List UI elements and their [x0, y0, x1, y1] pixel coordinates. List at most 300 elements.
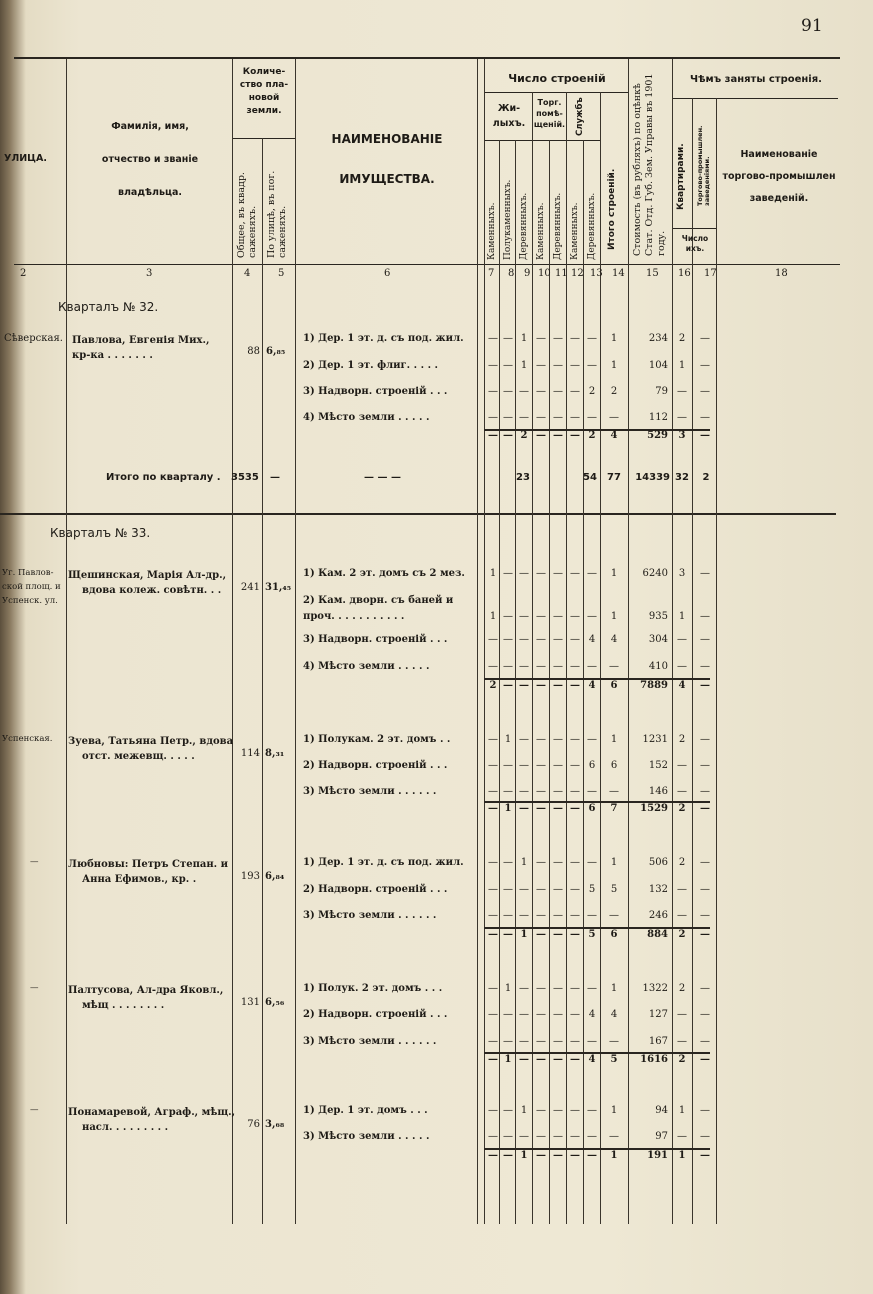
header-apartments: Квартирами. [676, 143, 686, 210]
building-count: — [536, 412, 546, 423]
trade-count: — [700, 412, 710, 423]
building-count: — [553, 910, 563, 921]
owner-name-line: мѣщ . . . . . . . . [82, 1000, 165, 1011]
header-trade-est: Торгово-промышлен. заведеніями. [696, 125, 712, 206]
building-count: — [553, 333, 563, 344]
header-sub-2: Полукаменныхъ. [503, 179, 513, 260]
building-count: — [587, 360, 597, 371]
building-count: — [570, 884, 580, 895]
land-area: 131 [240, 997, 260, 1008]
building-count: — [488, 760, 498, 771]
building-count: — [553, 430, 563, 441]
apartments-count: — [677, 634, 687, 645]
building-count: — [536, 760, 546, 771]
cost-value: 79 [655, 386, 668, 397]
building-count: — [488, 1131, 498, 1142]
column-number: 18 [775, 268, 788, 279]
cost-value: 304 [648, 634, 668, 645]
building-count: — [503, 386, 513, 397]
building-count: — [536, 430, 546, 441]
column-number: 7 [488, 268, 495, 279]
property-item: 4) Мѣсто земли . . . . . [303, 412, 430, 423]
building-count: — [587, 857, 597, 868]
building-count: — [536, 1150, 546, 1161]
building-count: — [519, 910, 529, 921]
land-area: 76 [247, 1119, 260, 1130]
building-count: — [570, 430, 580, 441]
building-count: — [503, 412, 513, 423]
building-count: — [503, 680, 513, 691]
building-count: 4 [588, 1054, 596, 1065]
building-count: 1 [520, 929, 528, 940]
building-count: — [536, 983, 546, 994]
building-count: 4 [610, 1009, 618, 1020]
building-count: — [536, 734, 546, 745]
column-number: 17 [704, 268, 717, 279]
header-occupancy: Чѣмъ заняты строенія. [690, 74, 822, 85]
header-cost: Стоимость (въ рубляхъ) по оцѣнкѣ Стат. Отд. Губ. Зем. Управы въ 1901 году. [632, 73, 667, 256]
building-count: — [553, 1131, 563, 1142]
building-count: — [553, 661, 563, 672]
trade-count: — [700, 734, 710, 745]
building-count: — [587, 412, 597, 423]
building-count: — [570, 1036, 580, 1047]
building-count: — [553, 1105, 563, 1116]
kvartal-32-title: Кварталъ № 32. [58, 300, 159, 314]
building-count: — [519, 1009, 529, 1020]
apartments-count: 2 [678, 929, 686, 940]
street-name: Успенск. ул. [2, 596, 58, 606]
header-land-front: По улицѣ, въ пог. саженяхъ. [266, 170, 289, 258]
land-front: 31,₄₅ [265, 582, 292, 593]
building-count: — [536, 803, 546, 814]
land-front: 6,₈₅ [266, 346, 286, 357]
land-area: 241 [240, 582, 260, 593]
building-count: — [503, 857, 513, 868]
cost-value: 167 [648, 1036, 668, 1047]
building-count: — [503, 1036, 513, 1047]
apartments-count: 2 [678, 734, 686, 745]
building-count: — [587, 1150, 597, 1161]
building-count: — [503, 661, 513, 672]
building-count: — [536, 929, 546, 940]
building-count: — [553, 1150, 563, 1161]
property-item: 3) Мѣсто земли . . . . . [303, 1131, 430, 1142]
property-item: 1) Дер. 1 эт. д. съ под. жил. [303, 333, 464, 344]
apartments-count: — [677, 661, 687, 672]
apartments-count: — [677, 884, 687, 895]
building-count: — [536, 857, 546, 868]
building-count: — [503, 568, 513, 579]
cost-value: 104 [648, 360, 668, 371]
property-item: 2) Надворн. строеній . . . [303, 884, 448, 895]
owner-name [68, 983, 223, 1013]
trade-count: — [700, 680, 710, 691]
building-count: — [503, 786, 513, 797]
header-top-rule [14, 57, 840, 59]
col-rule [549, 140, 550, 1224]
col-rule [477, 59, 478, 1224]
property-item: 3) Надворн. строеній . . . [303, 386, 448, 397]
building-count: 2 [489, 680, 497, 691]
trade-count: — [700, 611, 710, 622]
building-count: — [570, 360, 580, 371]
cost-value: 6240 [642, 568, 668, 579]
header-property-1: НАИМЕНОВАНІЕ [331, 132, 443, 146]
apartments-count: — [677, 786, 687, 797]
building-count: — [570, 760, 580, 771]
property-item: 3) Мѣсто земли . . . . . . [303, 786, 437, 797]
building-count: — [609, 1036, 619, 1047]
building-count: — [488, 1054, 498, 1065]
building-count: — [570, 568, 580, 579]
property-item: 4) Мѣсто земли . . . . . [303, 661, 430, 672]
building-count: 6 [610, 760, 618, 771]
building-count: — [503, 760, 513, 771]
apartments-count: — [677, 1009, 687, 1020]
apartments-count: — [677, 910, 687, 921]
building-count: 2 [588, 386, 596, 397]
building-count: — [570, 983, 580, 994]
header-count: Число ихъ. [681, 234, 709, 253]
street-name: — [30, 983, 39, 993]
trade-count: — [700, 333, 710, 344]
header-sub-5: Деревянныхъ. [553, 192, 563, 260]
building-count: 5 [610, 884, 618, 895]
col-rule [295, 59, 296, 1224]
building-count: 4 [610, 634, 618, 645]
building-count: — [587, 1131, 597, 1142]
building-count: 1 [610, 1150, 618, 1161]
col-rule [262, 138, 263, 1224]
building-count: 7 [610, 803, 618, 814]
apartments-count: 1 [678, 611, 686, 622]
land-area: 193 [240, 871, 260, 882]
building-count: — [609, 786, 619, 797]
building-count: — [488, 786, 498, 797]
header-enterprise-names: Наименованіе торгово-промышлен заведеній. [722, 149, 836, 204]
building-count: — [553, 634, 563, 645]
building-count: — [553, 412, 563, 423]
owner-name [68, 1105, 235, 1135]
cost-value: 1322 [642, 983, 668, 994]
owner-name: Павлова, Евгенія Мих., кр-ка . . . . . . . [72, 335, 210, 361]
owner-name-line: Анна Ефимов., кр. . [82, 874, 197, 885]
building-count: 6 [610, 680, 618, 691]
building-count: 1 [610, 360, 618, 371]
trade-count: — [700, 760, 710, 771]
column-number: 8 [508, 268, 515, 279]
owner-name [68, 857, 228, 887]
column-number: 12 [571, 268, 584, 279]
building-count: — [519, 386, 529, 397]
quarter-total-label: Итого по кварталу . [106, 472, 221, 483]
building-count: — [570, 929, 580, 940]
building-count: — [570, 680, 580, 691]
header-owner-1: Фамилія, имя, [111, 121, 189, 132]
building-count: — [536, 1105, 546, 1116]
apartments-count: — [677, 386, 687, 397]
col-rule [532, 92, 533, 1224]
building-count: 1 [520, 857, 528, 868]
building-count: 1 [610, 611, 618, 622]
header-living: Жи- лыхъ. [492, 103, 526, 129]
col-rule [232, 59, 233, 1224]
building-count: — [609, 661, 619, 672]
building-count: — [488, 983, 498, 994]
building-count: — [553, 680, 563, 691]
col-rule [716, 98, 717, 1224]
building-count: — [503, 611, 513, 622]
trade-count: — [700, 857, 710, 868]
building-count: — [519, 786, 529, 797]
owner-name-line: Понамаревой, Аграф., мѣщ., [68, 1107, 236, 1118]
header-street: УЛИЦА. [4, 153, 47, 164]
cost-value: 191 [647, 1150, 668, 1161]
building-count: — [488, 1105, 498, 1116]
building-count: — [536, 884, 546, 895]
land-front: 8,₃₁ [265, 748, 285, 759]
header-owner-2: отчество и званіе [101, 154, 199, 165]
building-count: — [488, 910, 498, 921]
cost-value: 1529 [640, 803, 668, 814]
building-count: — [519, 412, 529, 423]
cost-value: 127 [648, 1009, 668, 1020]
header-trade: Торг. помѣ- щеній. [533, 98, 566, 129]
building-count: — [587, 983, 597, 994]
building-count: — [488, 857, 498, 868]
building-count: — [587, 734, 597, 745]
trade-count: — [700, 1131, 710, 1142]
building-count: — [488, 1150, 498, 1161]
cost-value: 234 [648, 333, 668, 344]
property-item: 2) Дер. 1 эт. флиг. . . . . [303, 360, 439, 371]
building-count: — [519, 760, 529, 771]
building-count: — [503, 1009, 513, 1020]
column-number: 13 [590, 268, 603, 279]
rule [232, 138, 296, 139]
apartments-count: 2 [678, 983, 686, 994]
land-front: 6,₅₆ [265, 997, 285, 1008]
building-count: — [488, 929, 498, 940]
apartments-count: — [677, 1131, 687, 1142]
owner-name-line: отст. межевщ. . . . . [82, 751, 195, 762]
cost-value: 1231 [642, 734, 668, 745]
property-item: 2) Надворн. строеній . . . [303, 760, 448, 771]
building-count: 2 [588, 430, 596, 441]
property-item: 1) Дер. 1 эт. д. съ под. жил. [303, 857, 464, 868]
building-count: — [519, 680, 529, 691]
kvartal-33-title: Кварталъ № 33. [50, 526, 151, 540]
trade-count: — [700, 786, 710, 797]
building-count: — [488, 1009, 498, 1020]
column-number: 15 [646, 268, 659, 279]
building-count: — [570, 1150, 580, 1161]
cost-value: 7889 [640, 680, 668, 691]
owner-name-line: Палтусова, Ал-дра Яковл., [68, 985, 224, 996]
trade-count: — [700, 884, 710, 895]
header-property-2: ИМУЩЕСТВА. [339, 172, 435, 186]
building-count: — [536, 786, 546, 797]
cost-value: 506 [648, 857, 668, 868]
building-count: — [609, 412, 619, 423]
land-area: 114 [240, 748, 260, 759]
building-count: — [503, 1105, 513, 1116]
trade-count: — [700, 910, 710, 921]
quarter-total-kv: 32 [675, 472, 689, 483]
header-sub-1: Каменныхъ. [487, 202, 497, 260]
apartments-count: 1 [678, 360, 686, 371]
building-count: 1 [610, 333, 618, 344]
building-count: — [519, 734, 529, 745]
building-count: 1 [504, 734, 512, 745]
apartments-count: 2 [678, 1054, 686, 1065]
col-rule [566, 92, 567, 1224]
header-land-area: Общее, въ квадр. саженяхъ. [236, 172, 259, 258]
building-count: — [553, 786, 563, 797]
building-count: 5 [610, 1054, 618, 1065]
building-count: — [553, 760, 563, 771]
building-count: — [536, 634, 546, 645]
apartments-count: — [677, 1036, 687, 1047]
property-item-cont: проч. . . . . . . . . . . [303, 611, 405, 622]
building-count: — [488, 386, 498, 397]
apartments-count: 2 [678, 803, 686, 814]
property-item: 1) Полукам. 2 эт. домъ . . [303, 734, 451, 745]
building-count: — [536, 1036, 546, 1047]
building-count: — [587, 1105, 597, 1116]
header-owner-3: владѣльца. [117, 187, 183, 198]
building-count: — [553, 386, 563, 397]
building-count: — [503, 333, 513, 344]
trade-count: — [700, 386, 710, 397]
building-count: — [587, 661, 597, 672]
quarter-total-cost: 14339 [635, 472, 670, 483]
building-count: — [570, 1105, 580, 1116]
owner-name-line: Зуева, Татьяна Петр., вдова [68, 736, 234, 747]
property-item: 3) Мѣсто земли . . . . . . [303, 910, 437, 921]
col-rule [515, 140, 516, 1224]
apartments-count: — [677, 760, 687, 771]
building-count: — [488, 661, 498, 672]
building-count: — [488, 803, 498, 814]
header-total-buildings: Итого строеній. [607, 168, 617, 250]
building-count: — [553, 1036, 563, 1047]
building-count: — [570, 634, 580, 645]
building-count: 5 [588, 884, 596, 895]
building-count: — [570, 661, 580, 672]
cost-value: 146 [648, 786, 668, 797]
building-count: — [587, 568, 597, 579]
building-count: — [503, 360, 513, 371]
building-count: — [587, 333, 597, 344]
building-count: — [488, 430, 498, 441]
header-sub-6: Каменныхъ. [570, 202, 580, 260]
building-count: — [553, 929, 563, 940]
building-count: — [536, 386, 546, 397]
building-count: — [553, 884, 563, 895]
column-number: 9 [524, 268, 531, 279]
building-count: — [488, 412, 498, 423]
owner-name-line: Любновы: Петръ Степан. и [68, 859, 229, 870]
building-count: — [553, 734, 563, 745]
building-count: — [570, 786, 580, 797]
building-count: 4 [588, 1009, 596, 1020]
owner-name-line: насл. . . . . . . . . [82, 1122, 169, 1133]
apartments-count: 4 [678, 680, 686, 691]
trade-count: — [700, 803, 710, 814]
col-rule [484, 59, 485, 1224]
quarter-total-name: — — — [364, 472, 401, 483]
building-count: — [519, 611, 529, 622]
col-rule [583, 140, 584, 1224]
col-rule [692, 98, 693, 1224]
header-land-qty: Количе- ство пла- новой земли. [239, 67, 289, 117]
building-count: — [519, 1036, 529, 1047]
trade-count: — [700, 1009, 710, 1020]
building-count: 1 [504, 803, 512, 814]
header-service: Службъ [575, 97, 585, 136]
building-count: — [503, 1131, 513, 1142]
building-count: 4 [610, 430, 618, 441]
building-count: — [536, 1009, 546, 1020]
street-name: — [30, 857, 39, 867]
quarter-total-area: 3535 [231, 472, 259, 483]
apartments-count: 2 [678, 857, 686, 868]
land-front: 3,₆₈ [265, 1119, 285, 1130]
building-count: — [488, 884, 498, 895]
trade-count: — [700, 661, 710, 672]
trade-count: — [700, 1150, 710, 1161]
column-number: 6 [384, 268, 391, 279]
rule [672, 228, 716, 229]
land-front: 6,₈₄ [265, 871, 285, 882]
owner-name [68, 734, 233, 764]
trade-count: — [700, 430, 710, 441]
cost-value: 884 [647, 929, 668, 940]
street-name: — [30, 1105, 39, 1115]
cost-value: 97 [655, 1131, 668, 1142]
header-sub-3: Деревянныхъ. [519, 192, 529, 260]
building-count: — [536, 568, 546, 579]
building-count: — [570, 1131, 580, 1142]
trade-count: — [700, 1105, 710, 1116]
building-count: 1 [610, 857, 618, 868]
building-count: 1 [520, 1105, 528, 1116]
building-count: — [609, 1131, 619, 1142]
street-name: Уг. Павлов- [2, 568, 54, 578]
property-item: 2) Надворн. строеній . . . [303, 1009, 448, 1020]
building-count: — [553, 360, 563, 371]
cost-value: 112 [648, 412, 668, 423]
quarter-total-front: — [270, 472, 280, 483]
building-count: 4 [588, 634, 596, 645]
street-name: ской площ. и [2, 582, 61, 592]
owner-name-line: вдова колеж. совѣтн. . . [82, 585, 222, 596]
building-count: — [503, 430, 513, 441]
building-count: — [570, 734, 580, 745]
property-item: 2) Кам. дворн. съ баней и [303, 595, 454, 606]
apartments-count: — [677, 412, 687, 423]
building-count: 1 [489, 568, 497, 579]
building-count: — [536, 1054, 546, 1065]
trade-count: — [700, 1036, 710, 1047]
building-count: — [503, 634, 513, 645]
column-number: 14 [612, 268, 625, 279]
building-count: — [570, 333, 580, 344]
building-count: 2 [610, 386, 618, 397]
trade-count: — [700, 929, 710, 940]
